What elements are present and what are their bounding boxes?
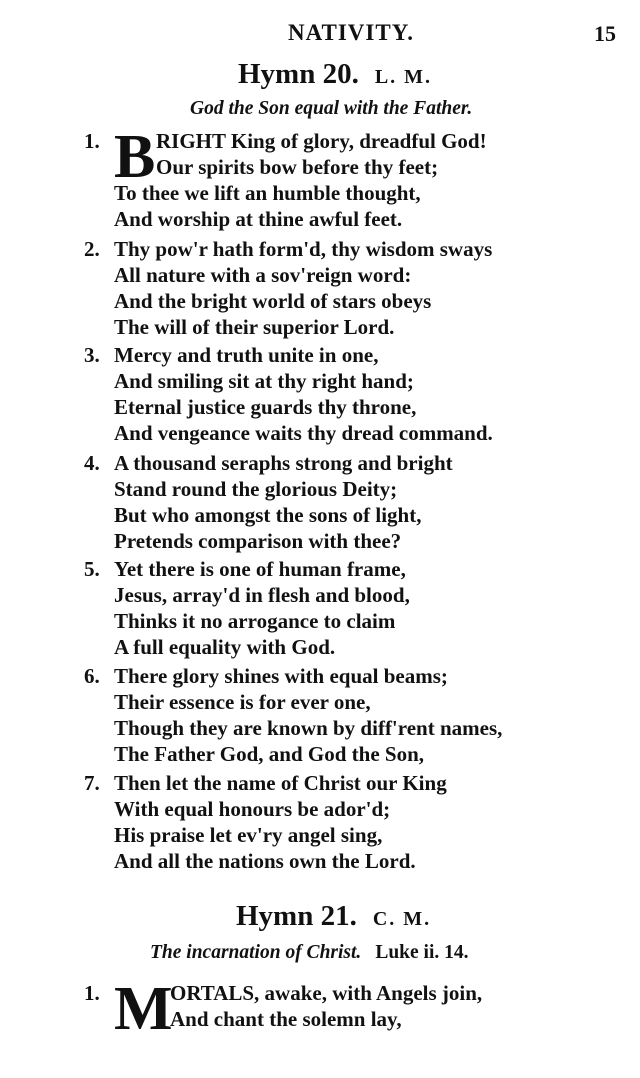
verse-line <box>84 420 584 446</box>
hymn-21-heading <box>236 900 640 933</box>
drop-cap: B <box>114 123 156 191</box>
verse-text: And worship at thine awful feet. <box>114 207 403 231</box>
hymn-20-heading <box>238 58 640 91</box>
verse-line <box>84 663 584 689</box>
verse-line <box>84 822 584 848</box>
verse-text: His praise let ev'ry angel sing, <box>114 823 383 847</box>
verse-line <box>84 288 584 314</box>
hymn-20-subtitle: God the Son equal with the Father. <box>190 98 473 119</box>
hymn-20-stanza-7 <box>84 770 584 874</box>
verse-text: With equal honours be ador'd; <box>114 797 391 821</box>
verse-text: And all the nations own the Lord. <box>114 849 416 873</box>
scripture-reference: Luke ii. 14. <box>375 942 469 963</box>
verse-line <box>84 770 584 796</box>
verse-text: Stand round the glorious Deity; <box>114 477 398 501</box>
hymn-21-meter: C. M. <box>372 908 432 930</box>
hymn-20-stanza-2 <box>84 236 584 340</box>
verse-line <box>84 848 584 874</box>
verse-line <box>84 154 584 180</box>
hymn-20-stanza-6 <box>84 663 584 767</box>
verse-text: Mercy and truth unite in one, <box>114 343 379 367</box>
verse-line <box>84 394 584 420</box>
verse-line <box>84 502 584 528</box>
verse-text: Yet there is one of human frame, <box>114 557 406 581</box>
verse-text: A full equality with God. <box>114 635 336 659</box>
stanza-number: 1. <box>84 981 100 1005</box>
verse-line <box>84 528 584 554</box>
hymn-20-stanza-5 <box>84 556 584 660</box>
verse-text: The will of their superior Lord. <box>114 315 395 339</box>
verse-text: And the bright world of stars obeys <box>114 289 432 313</box>
verse-text: All nature with a sov'reign word: <box>114 263 412 287</box>
stanza-number: 6. <box>84 664 100 688</box>
verse-line <box>84 180 584 206</box>
verse-text: The Father God, and God the Son, <box>114 742 425 766</box>
hymn-20-stanza-1 <box>84 123 584 232</box>
hymn-20-stanza-4 <box>84 450 584 554</box>
verse-text: Then let the name of Christ our King <box>114 771 447 795</box>
verse-line <box>84 262 584 288</box>
verse-text: And chant the solemn lay, <box>170 1007 402 1031</box>
verse-text: ORTALS, awake, with Angels join, <box>170 981 483 1005</box>
stanza-number: 4. <box>84 451 100 475</box>
verse-text: There glory shines with equal beams; <box>114 664 448 688</box>
verse-line <box>84 689 584 715</box>
verse-line <box>84 796 584 822</box>
hymn-21-subtitle-text: The incarnation of Christ. <box>150 942 362 963</box>
stanza-number: 3. <box>84 343 100 367</box>
running-head <box>0 20 640 54</box>
verse-line <box>84 342 584 368</box>
verse-text: Jesus, array'd in flesh and blood, <box>114 583 410 607</box>
verse-line <box>84 476 584 502</box>
verse-line <box>84 582 584 608</box>
verse-line <box>84 608 584 634</box>
verse-text: But who amongst the sons of light, <box>114 503 422 527</box>
verse-text: And vengeance waits thy dread command. <box>114 421 493 445</box>
verse-text: Thy pow'r hath form'd, thy wisdom sways <box>114 237 493 261</box>
drop-cap: M <box>114 975 173 1043</box>
verse-text: And smiling sit at thy right hand; <box>114 369 414 393</box>
verse-text: A thousand seraphs strong and bright <box>114 451 453 475</box>
verse-text: Thinks it no arrogance to claim <box>114 609 396 633</box>
verse-text: To thee we lift an humble thought, <box>114 181 421 205</box>
page-number: 15 <box>594 21 616 46</box>
stanza-number: 2. <box>84 237 100 261</box>
stanza-number: 7. <box>84 771 100 795</box>
verse-text: Pretends comparison with thee? <box>114 529 402 553</box>
stanza-number: 5. <box>84 557 100 581</box>
verse-line <box>84 556 584 582</box>
verse-line <box>84 314 584 340</box>
hymn-21-title: Hymn 21. <box>236 900 357 932</box>
verse-line <box>84 368 584 394</box>
verse-line <box>84 450 584 476</box>
verse-line <box>84 206 584 232</box>
verse-line <box>84 236 584 262</box>
hymn-21-subtitle <box>150 942 469 964</box>
verse-line <box>84 741 584 767</box>
hymn-20-stanza-3 <box>84 342 584 446</box>
verse-text: Our spirits bow before thy feet; <box>156 155 439 179</box>
running-title: NATIVITY. <box>288 20 414 45</box>
verse-line <box>84 715 584 741</box>
hymn-20-title: Hymn 20. <box>238 58 359 90</box>
verse-text: RIGHT King of glory, dreadful God! <box>156 129 487 153</box>
verse-line <box>84 1006 584 1032</box>
verse-line <box>84 634 584 660</box>
verse-text: Their essence is for ever one, <box>114 690 371 714</box>
hymn-21-stanza-1 <box>84 975 584 1043</box>
verse-text: Eternal justice guards thy throne, <box>114 395 417 419</box>
verse-text: Though they are known by diff'rent names, <box>114 716 503 740</box>
stanza-number: 1. <box>84 129 100 153</box>
hymn-20-meter: L. M. <box>374 66 433 88</box>
